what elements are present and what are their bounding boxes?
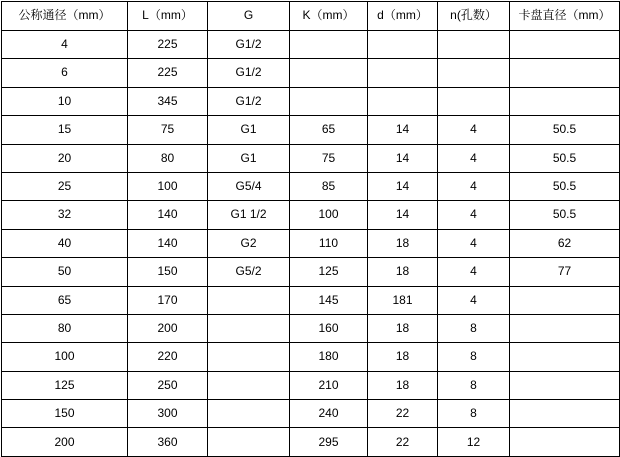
cell-thread <box>208 286 290 314</box>
cell-hole-count <box>438 87 510 115</box>
cell-chuck-diameter <box>510 371 620 399</box>
cell-chuck-diameter <box>510 87 620 115</box>
table-row <box>2 229 620 257</box>
cell-d: 18 <box>368 258 438 286</box>
cell-d <box>368 59 438 87</box>
cell-d: 18 <box>368 314 438 342</box>
cell-nominal-diameter: 4 <box>2 31 128 59</box>
cell-chuck-diameter <box>510 314 620 342</box>
cell-length: 200 <box>128 314 208 342</box>
table-row <box>2 201 620 229</box>
cell-thread <box>208 428 290 456</box>
cell-hole-count: 4 <box>438 144 510 172</box>
cell-nominal-diameter: 65 <box>2 286 128 314</box>
cell-length: 225 <box>128 31 208 59</box>
cell-length: 345 <box>128 87 208 115</box>
table-row <box>2 286 620 314</box>
column-header-nominal-diameter: 公称通径（mm） <box>2 2 128 31</box>
cell-chuck-diameter: 77 <box>510 258 620 286</box>
cell-nominal-diameter: 200 <box>2 428 128 456</box>
cell-k <box>290 31 368 59</box>
cell-hole-count: 12 <box>438 428 510 456</box>
cell-d <box>368 87 438 115</box>
table-row <box>2 59 620 87</box>
cell-chuck-diameter <box>510 286 620 314</box>
cell-hole-count: 4 <box>438 201 510 229</box>
cell-k: 295 <box>290 428 368 456</box>
cell-d: 18 <box>368 343 438 371</box>
cell-nominal-diameter: 15 <box>2 116 128 144</box>
cell-thread: G1/2 <box>208 59 290 87</box>
cell-d: 181 <box>368 286 438 314</box>
cell-thread: G1/2 <box>208 87 290 115</box>
cell-thread: G2 <box>208 229 290 257</box>
cell-chuck-diameter <box>510 343 620 371</box>
cell-chuck-diameter <box>510 428 620 456</box>
table-row <box>2 144 620 172</box>
cell-k: 125 <box>290 258 368 286</box>
cell-thread: G1 <box>208 116 290 144</box>
column-header-length: L（mm） <box>128 2 208 31</box>
cell-hole-count <box>438 31 510 59</box>
cell-thread: G5/4 <box>208 172 290 200</box>
cell-hole-count: 4 <box>438 258 510 286</box>
table-row <box>2 314 620 342</box>
cell-thread <box>208 371 290 399</box>
column-header-thread: G <box>208 2 290 31</box>
cell-d: 22 <box>368 400 438 428</box>
cell-hole-count: 8 <box>438 314 510 342</box>
column-header-hole-count: n(孔数） <box>438 2 510 31</box>
cell-nominal-diameter: 25 <box>2 172 128 200</box>
cell-length: 150 <box>128 258 208 286</box>
cell-chuck-diameter: 62 <box>510 229 620 257</box>
cell-length: 225 <box>128 59 208 87</box>
cell-hole-count: 8 <box>438 343 510 371</box>
cell-d: 14 <box>368 144 438 172</box>
cell-k: 110 <box>290 229 368 257</box>
cell-nominal-diameter: 32 <box>2 201 128 229</box>
specification-table <box>1 1 620 457</box>
cell-length: 360 <box>128 428 208 456</box>
cell-length: 220 <box>128 343 208 371</box>
cell-hole-count: 8 <box>438 371 510 399</box>
cell-hole-count <box>438 59 510 87</box>
cell-nominal-diameter: 125 <box>2 371 128 399</box>
cell-length: 140 <box>128 229 208 257</box>
table-header-row <box>2 2 620 31</box>
cell-k: 100 <box>290 201 368 229</box>
table-row <box>2 371 620 399</box>
cell-chuck-diameter <box>510 31 620 59</box>
cell-k: 240 <box>290 400 368 428</box>
cell-length: 140 <box>128 201 208 229</box>
table-row <box>2 116 620 144</box>
column-header-k: K（mm） <box>290 2 368 31</box>
column-header-chuck-diameter: 卡盘直径（mm） <box>510 2 620 31</box>
cell-hole-count: 4 <box>438 172 510 200</box>
cell-chuck-diameter: 50.5 <box>510 172 620 200</box>
cell-nominal-diameter: 20 <box>2 144 128 172</box>
cell-d: 14 <box>368 172 438 200</box>
cell-k: 65 <box>290 116 368 144</box>
cell-length: 170 <box>128 286 208 314</box>
cell-nominal-diameter: 50 <box>2 258 128 286</box>
cell-d <box>368 31 438 59</box>
cell-k: 160 <box>290 314 368 342</box>
cell-length: 100 <box>128 172 208 200</box>
cell-hole-count: 4 <box>438 229 510 257</box>
cell-length: 300 <box>128 400 208 428</box>
cell-nominal-diameter: 80 <box>2 314 128 342</box>
column-header-d: d（mm） <box>368 2 438 31</box>
cell-thread <box>208 314 290 342</box>
cell-k: 210 <box>290 371 368 399</box>
cell-thread: G1/2 <box>208 31 290 59</box>
cell-hole-count: 8 <box>438 400 510 428</box>
cell-k <box>290 59 368 87</box>
table-row <box>2 172 620 200</box>
cell-chuck-diameter: 50.5 <box>510 116 620 144</box>
cell-nominal-diameter: 150 <box>2 400 128 428</box>
cell-length: 250 <box>128 371 208 399</box>
cell-chuck-diameter: 50.5 <box>510 201 620 229</box>
cell-k <box>290 87 368 115</box>
cell-nominal-diameter: 6 <box>2 59 128 87</box>
cell-nominal-diameter: 10 <box>2 87 128 115</box>
cell-thread: G5/2 <box>208 258 290 286</box>
cell-chuck-diameter <box>510 59 620 87</box>
cell-chuck-diameter: 50.5 <box>510 144 620 172</box>
cell-d: 18 <box>368 229 438 257</box>
cell-k: 180 <box>290 343 368 371</box>
cell-d: 22 <box>368 428 438 456</box>
table-row <box>2 31 620 59</box>
cell-nominal-diameter: 100 <box>2 343 128 371</box>
table-row <box>2 258 620 286</box>
cell-thread: G1 <box>208 144 290 172</box>
cell-k: 75 <box>290 144 368 172</box>
cell-k: 85 <box>290 172 368 200</box>
cell-length: 80 <box>128 144 208 172</box>
cell-d: 18 <box>368 371 438 399</box>
table-row <box>2 343 620 371</box>
cell-d: 14 <box>368 201 438 229</box>
cell-k: 145 <box>290 286 368 314</box>
cell-thread: G1 1/2 <box>208 201 290 229</box>
cell-length: 75 <box>128 116 208 144</box>
cell-hole-count: 4 <box>438 286 510 314</box>
table-row <box>2 87 620 115</box>
cell-d: 14 <box>368 116 438 144</box>
cell-thread <box>208 343 290 371</box>
cell-hole-count: 4 <box>438 116 510 144</box>
cell-nominal-diameter: 40 <box>2 229 128 257</box>
table-row <box>2 428 620 456</box>
